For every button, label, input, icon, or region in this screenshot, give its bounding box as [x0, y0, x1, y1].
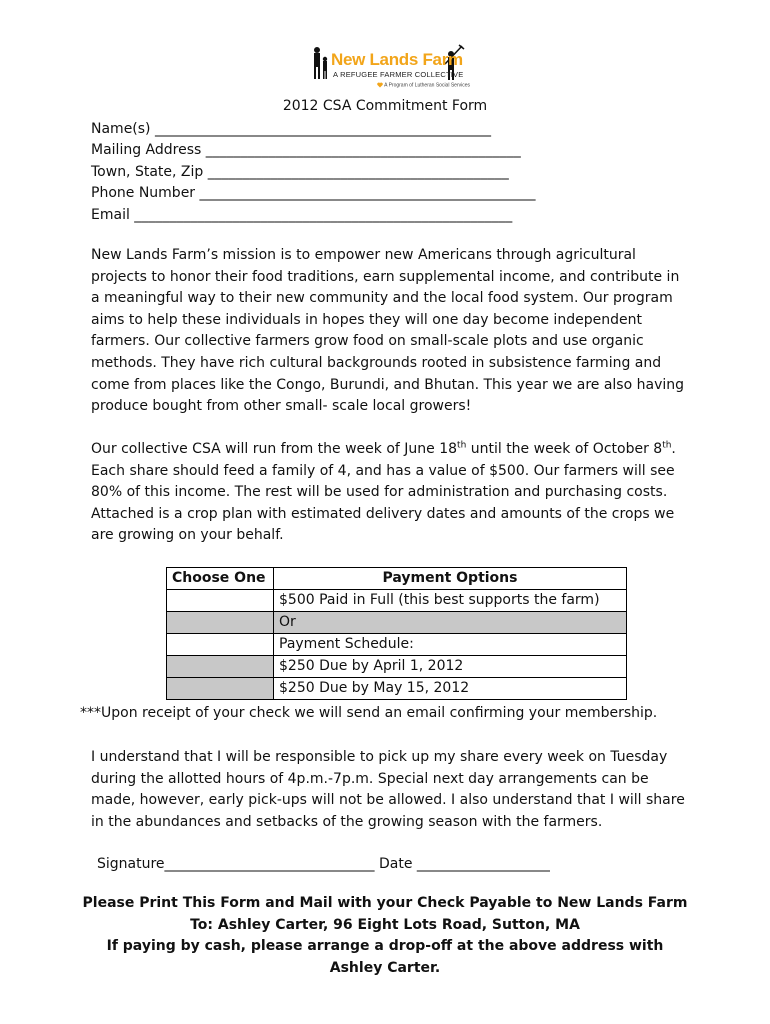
date-label: Date [379, 856, 413, 872]
phone-number-field[interactable] [91, 185, 536, 201]
email-field[interactable] [91, 207, 512, 223]
option-may-due: $250 Due by May 15, 2012 [274, 678, 627, 700]
phone-number-label: Phone Number [91, 185, 196, 201]
town-state-zip-label: Town, State, Zip [91, 164, 204, 180]
name-line: ________________________________________________ [154, 121, 491, 137]
table-row [167, 656, 627, 678]
payment-options-header: Payment Options [274, 568, 627, 590]
town-state-zip-field[interactable] [91, 164, 509, 180]
choose-one-header: Choose One [167, 568, 274, 590]
mail-instruction-line: Please Print This Form and Mail with your Check Payable to New Lands Farm [82, 895, 688, 911]
option-april-due: $250 Due by April 1, 2012 [274, 656, 627, 678]
shaded-cell [167, 656, 274, 678]
phone-number-line: ________________________________________________ [199, 185, 536, 201]
name-field[interactable] [91, 121, 491, 137]
mail-instruction-line: Ashley Carter. [329, 959, 441, 976]
csa-text-2: until the week of October 8 [466, 441, 663, 457]
mail-instruction-line: To: Ashley Carter, 96 Eight Lots Road, Sutton, MA [190, 916, 580, 933]
understand-text: I understand that I will be responsible to pick up my share every week on Tuesday during the allotted hours of 4p.m.-7p.m. Special next day arrangements can be made, however, early pick-ups will not be allowed. I also understand that I will share in the abundances and setbacks of the growing season with the farmers. [91, 749, 685, 830]
heart-icon [377, 82, 383, 88]
choose-box-paid-in-full[interactable] [167, 590, 274, 612]
receipt-note: ***Upon receipt of your check we will send an email confirming your membership. [80, 705, 658, 721]
signature-row[interactable] [97, 856, 550, 872]
shaded-cell [167, 678, 274, 700]
mission-text: New Lands Farm’s mission is to empower new Americans through agricultural projects to honor their food traditions, earn supplemental income, and contribute in a meaningful way to their new community and the local food system. Our program aims to help these individuals in hopes they will one day become independent farmers. Our collective farmers grow food on small-scale plots and use organic methods. They have rich cultural backgrounds rooted in subsistence farming and come from places like the Congo, Burundi, and Bhutan. This year we are also having produce bought from other small- scale local growers! [91, 247, 684, 415]
page-title: 2012 CSA Commitment Form [282, 98, 488, 114]
new-lands-farm-logo [305, 42, 471, 92]
town-state-zip-line: ___________________________________________ [207, 164, 509, 180]
name-label: Name(s) [91, 121, 151, 137]
csa-text-3: . Each share should feed a family of 4, and has a value of $500. Our farmers will see 80% of this income. The rest will be used for administration and purchasing costs. Attached is a crop plan with estimated delivery dates and amounts of the crops we are growing on your behalf. [91, 441, 676, 544]
signature-line[interactable]: ______________________________ [164, 856, 375, 872]
signature-label: Signature [97, 856, 165, 872]
mail-instructions [0, 893, 770, 979]
payment-options-table [166, 567, 627, 700]
mailing-address-label: Mailing Address [91, 142, 202, 158]
table-header-row [167, 568, 627, 590]
option-payment-schedule: Payment Schedule: [274, 634, 627, 656]
csa-sup-2: th [662, 440, 672, 451]
csa-text-1: Our collective CSA will run from the week of June 18 [91, 441, 458, 457]
option-paid-in-full: $500 Paid in Full (this best supports the farm) [274, 590, 627, 612]
email-line: ______________________________________________________ [134, 207, 513, 223]
option-or: Or [274, 612, 627, 634]
mailing-address-line: _____________________________________________ [205, 142, 521, 158]
mailing-address-field[interactable] [91, 142, 521, 158]
csa-paragraph [91, 439, 691, 547]
date-line[interactable]: ___________________ [416, 856, 550, 872]
csa-sup-1: th [457, 440, 467, 451]
mission-paragraph [91, 245, 691, 418]
table-row [167, 590, 627, 612]
table-row [167, 612, 627, 634]
logo-subtitle: A REFUGEE FARMER COLLECTIVE [333, 70, 464, 79]
logo-title: New Lands Farm [331, 50, 463, 69]
email-label: Email [91, 207, 130, 223]
table-row [167, 634, 627, 656]
shaded-cell [167, 612, 274, 634]
mail-instruction-line: If paying by cash, please arrange a drop-off at the above address with [106, 938, 664, 955]
choose-box-payment-schedule[interactable] [167, 634, 274, 656]
logo-program-text: A Program of Lutheran Social Services [377, 82, 470, 88]
table-row [167, 678, 627, 700]
understand-paragraph [91, 747, 691, 833]
